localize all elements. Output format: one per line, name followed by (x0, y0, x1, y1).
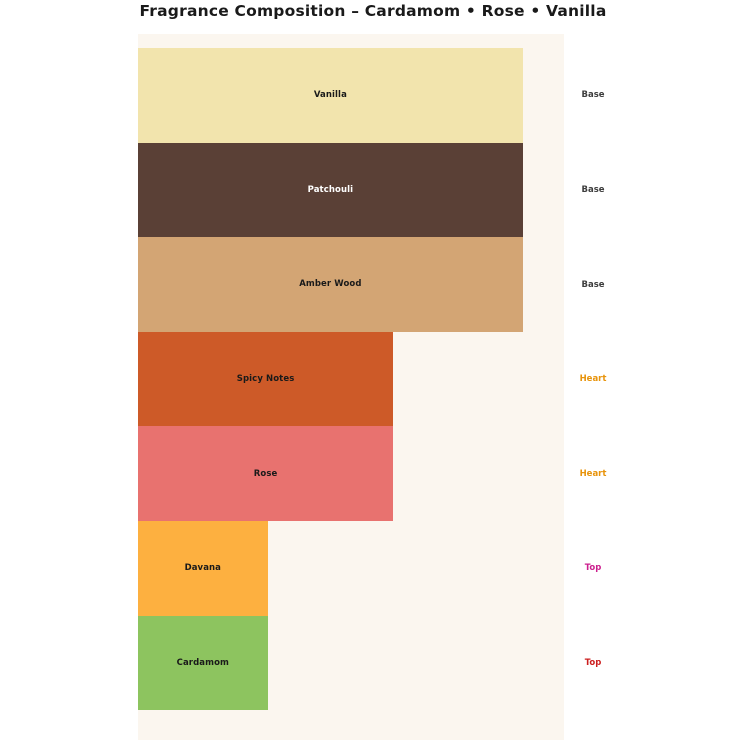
bar-label: Spicy Notes (236, 374, 295, 385)
bar-label: Amber Wood (299, 279, 362, 290)
chart-title: Fragrance Composition – Cardamom • Rose • Vanilla (139, 2, 607, 20)
bar-label: Patchouli (307, 184, 354, 195)
bar-label: Davana (184, 563, 222, 574)
category-label-base: Base (581, 279, 605, 290)
bar-cardamom (138, 616, 268, 711)
bar-davana (138, 521, 268, 616)
bar-vanilla (138, 48, 523, 143)
bar-patchouli (138, 143, 523, 238)
bar-spicy-notes (138, 332, 393, 427)
category-label-top: Top (584, 563, 602, 574)
category-label-base: Base (581, 184, 605, 195)
bar-rose (138, 426, 393, 521)
bar-label: Vanilla (313, 90, 347, 101)
bar-amber-wood (138, 237, 523, 332)
category-label-heart: Heart (579, 468, 607, 479)
category-label-heart: Heart (579, 374, 607, 385)
category-label-top: Top (584, 657, 602, 668)
category-label-base: Base (581, 90, 605, 101)
bar-label: Cardamom (176, 657, 229, 668)
bar-label: Rose (253, 468, 278, 479)
